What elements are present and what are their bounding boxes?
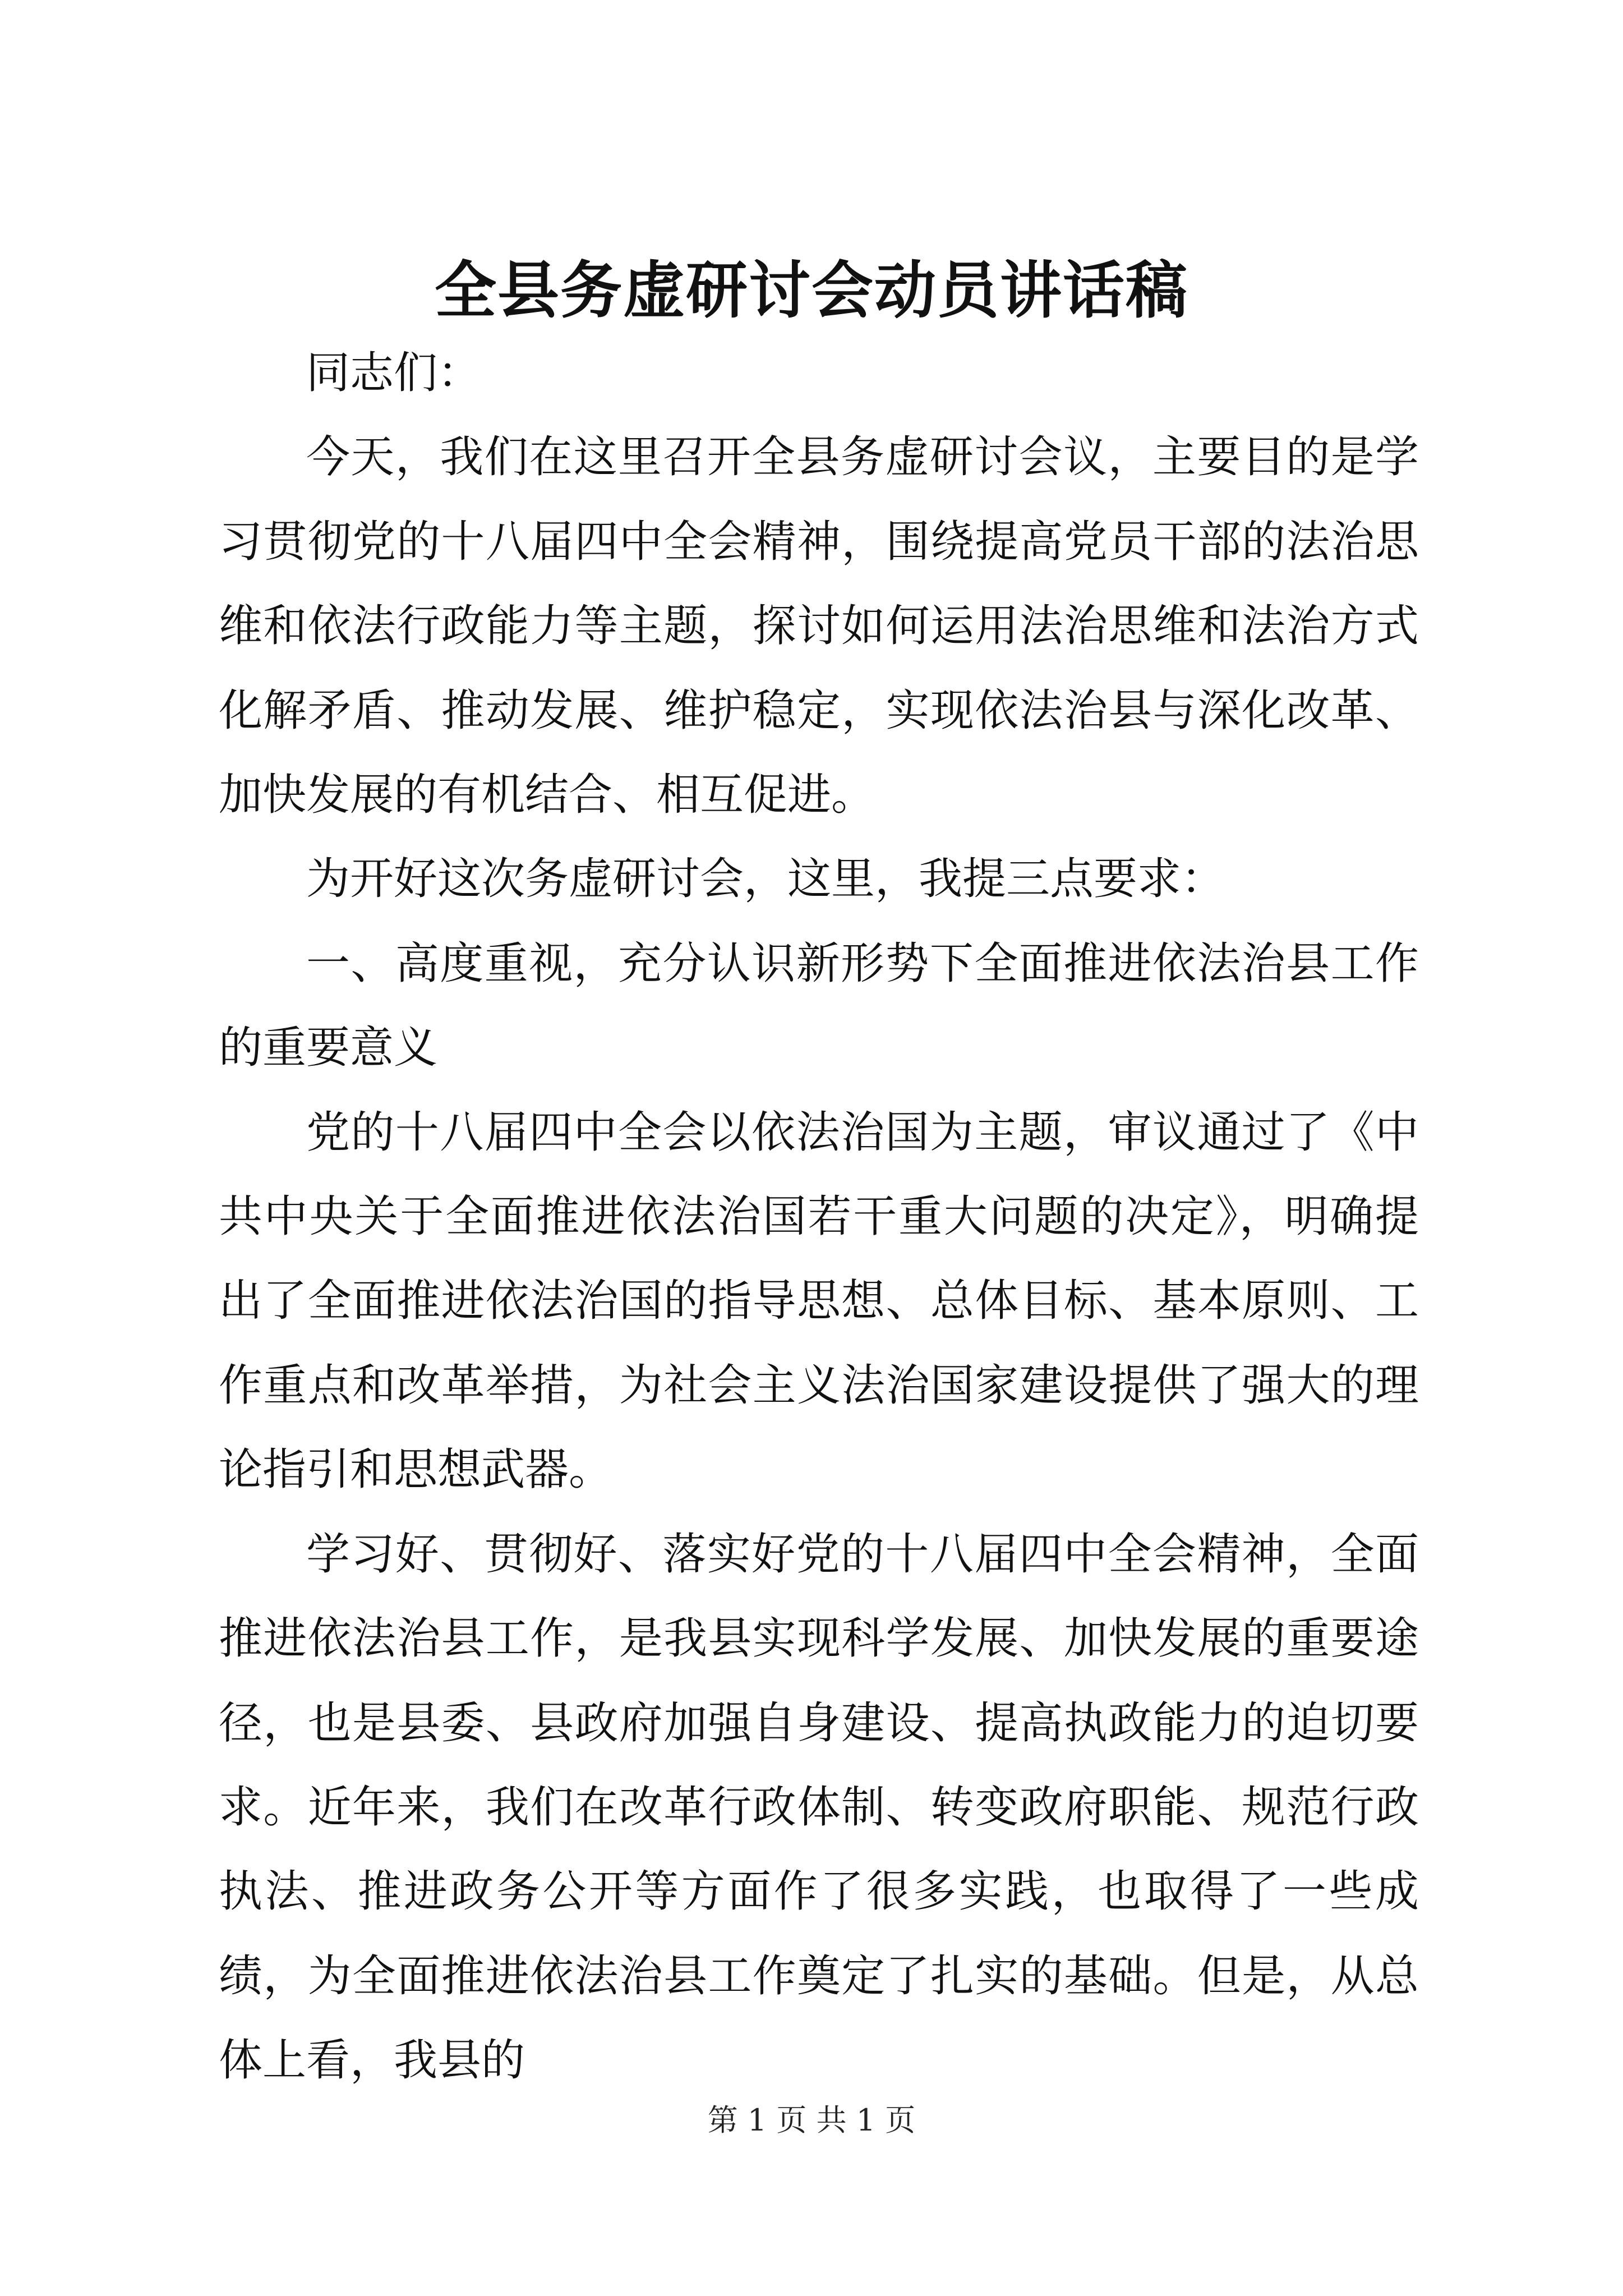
body-paragraph: 党的十八届四中全会以依法治国为主题，审议通过了《中共中央关于全面推进依法治国若干重大问题的决定》，明确提出了全面推进依法治国的指导思想、总体目标、基本原则、工作重点和改革举措，为社会主义法治国家建设提供了强大的理论指引和思想武器。 (219, 1107, 1419, 1496)
body-paragraph: 为开好这次务虚研讨会，这里，我提三点要求： (306, 854, 1225, 905)
section-heading: 一、高度重视，充分认识新形势下全面推进依法治县工作的重要意义 (219, 938, 1419, 1074)
document-body (219, 331, 1419, 2103)
salutation-paragraph: 同志们： (306, 348, 482, 398)
body-paragraph: 今天，我们在这里召开全县务虚研讨会议，主要目的是学习贯彻党的十八届四中全会精神，围绕提高党员干部的法治思维和依法行政能力等主题，探讨如何运用法治思维和法治方式化解矛盾、推动发展、维护稳定，实现依法治县与深化改革、加快发展的有机结合、相互促进。 (219, 432, 1419, 821)
page-footer: 第 1 页 共 1 页 (707, 2102, 916, 2138)
document-title: 全县务虚研讨会动员讲话稿 (435, 254, 1188, 326)
body-paragraph: 学习好、贯彻好、落实好党的十八届四中全会精神，全面推进依法治县工作，是我县实现科学发展、加快发展的重要途径，也是县委、县政府加强自身建设、提高执政能力的迫切要求。近年来，我们在改革行政体制、转变政府职能、规范行政执法、推进政务公开等方面作了很多实践，也取得了一些成绩，为全面推进依法治县工作奠定了扎实的基础。但是，从总体上看，我县的 (219, 1529, 1419, 2086)
